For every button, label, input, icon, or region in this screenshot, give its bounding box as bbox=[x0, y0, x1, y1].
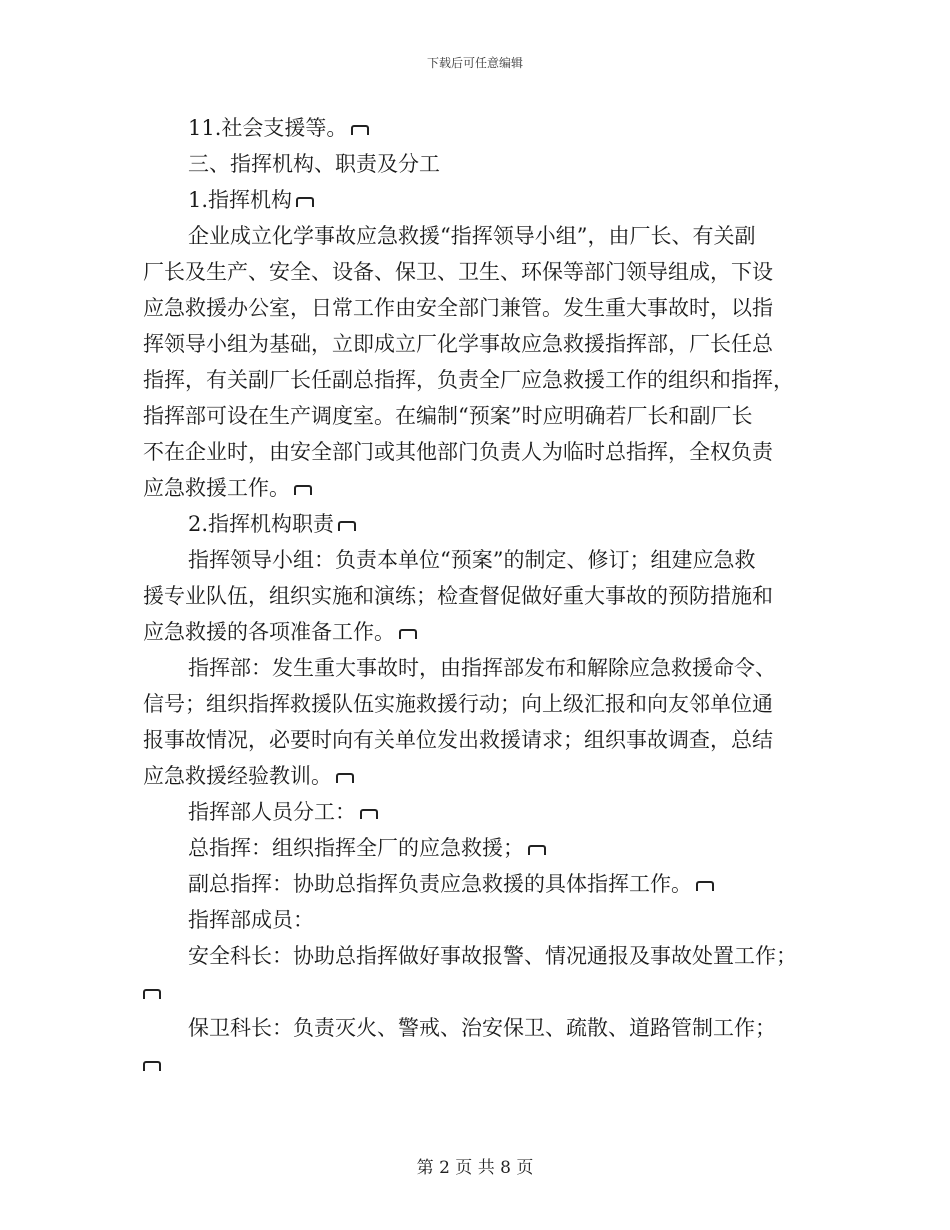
paragraph-line: 指挥部可设在生产调度室。在编制“预案”时应明确若厂长和副厂长 bbox=[143, 404, 753, 428]
paragraph-mark-icon bbox=[294, 485, 312, 495]
paragraph-mark-icon bbox=[399, 629, 417, 639]
paragraph-line bbox=[143, 974, 807, 1010]
paragraph-line: 保卫科长：负责灭火、警戒、治安保卫、疏散、道路管制工作； bbox=[188, 1016, 776, 1040]
paragraph-line: 援专业队伍，组织实施和演练；检查督促做好重大事故的预防措施和 bbox=[143, 584, 773, 608]
paragraph-line: 应急救援办公室，日常工作由安全部门兼管。发生重大事故时，以指 bbox=[143, 296, 773, 320]
paragraph-mark-icon bbox=[696, 881, 714, 891]
paragraph-line: 挥领导小组为基础，立即成立厂化学事故应急救援指挥部，厂长任总 bbox=[143, 332, 773, 356]
paragraph-line: 报事故情况，必要时向有关单位发出救援请求；组织事故调查，总结 bbox=[143, 728, 773, 752]
subsection-heading: 2.指挥机构职责 bbox=[143, 506, 807, 542]
paragraph-line: 信号；组织指挥救援队伍实施救援行动；向上级汇报和向友邻单位通 bbox=[143, 692, 773, 716]
paragraph-line: 副总指挥：协助总指挥负责应急救援的具体指挥工作。 bbox=[143, 866, 807, 902]
paragraph-mark-icon bbox=[338, 521, 356, 531]
paragraph-line bbox=[143, 1046, 807, 1082]
paragraph-mark-icon bbox=[360, 809, 378, 819]
paragraph-line: 11.社会支援等。 bbox=[143, 110, 807, 146]
paragraph-line: 指挥部成员： bbox=[188, 908, 314, 932]
paragraph-mark-icon bbox=[143, 1061, 161, 1071]
subsection-heading: 1.指挥机构 bbox=[143, 182, 807, 218]
paragraph-mark-icon bbox=[336, 773, 354, 783]
paragraph-line: 应急救援工作。 bbox=[143, 470, 807, 506]
section-heading: 三、指挥机构、职责及分工 bbox=[188, 152, 440, 176]
page-number: 第 2 页 共 8 页 bbox=[416, 1158, 534, 1178]
paragraph-mark-icon bbox=[143, 989, 161, 999]
paragraph-line: 指挥领导小组：负责本单位“预案”的制定、修订；组建应急救 bbox=[188, 548, 756, 572]
document-body bbox=[143, 110, 807, 1082]
paragraph-mark-icon bbox=[296, 197, 314, 207]
paragraph-line: 总指挥：组织指挥全厂的应急救援； bbox=[143, 830, 807, 866]
paragraph-mark-icon bbox=[351, 125, 369, 135]
paragraph-line: 安全科长：协助总指挥做好事故报警、情况通报及事故处置工作； bbox=[188, 944, 797, 968]
paragraph-line: 应急救援经验教训。 bbox=[143, 758, 807, 794]
paragraph-line: 企业成立化学事故应急救援“指挥领导小组”，由厂长、有关副 bbox=[188, 224, 756, 248]
paragraph-mark-icon bbox=[528, 845, 546, 855]
paragraph-line: 厂长及生产、安全、设备、保卫、卫生、环保等部门领导组成，下设 bbox=[143, 260, 773, 284]
paragraph-line: 指挥，有关副厂长任副总指挥，负责全厂应急救援工作的组织和指挥， bbox=[143, 368, 794, 392]
page-header-note: 下载后可任意编辑 bbox=[426, 56, 523, 70]
paragraph-line: 指挥部人员分工： bbox=[143, 794, 807, 830]
paragraph-line: 指挥部：发生重大事故时，由指挥部发布和解除应急救援命令、 bbox=[188, 656, 776, 680]
paragraph-line: 应急救援的各项准备工作。 bbox=[143, 614, 807, 650]
paragraph-line: 不在企业时，由安全部门或其他部门负责人为临时总指挥，全权负责 bbox=[143, 440, 773, 464]
